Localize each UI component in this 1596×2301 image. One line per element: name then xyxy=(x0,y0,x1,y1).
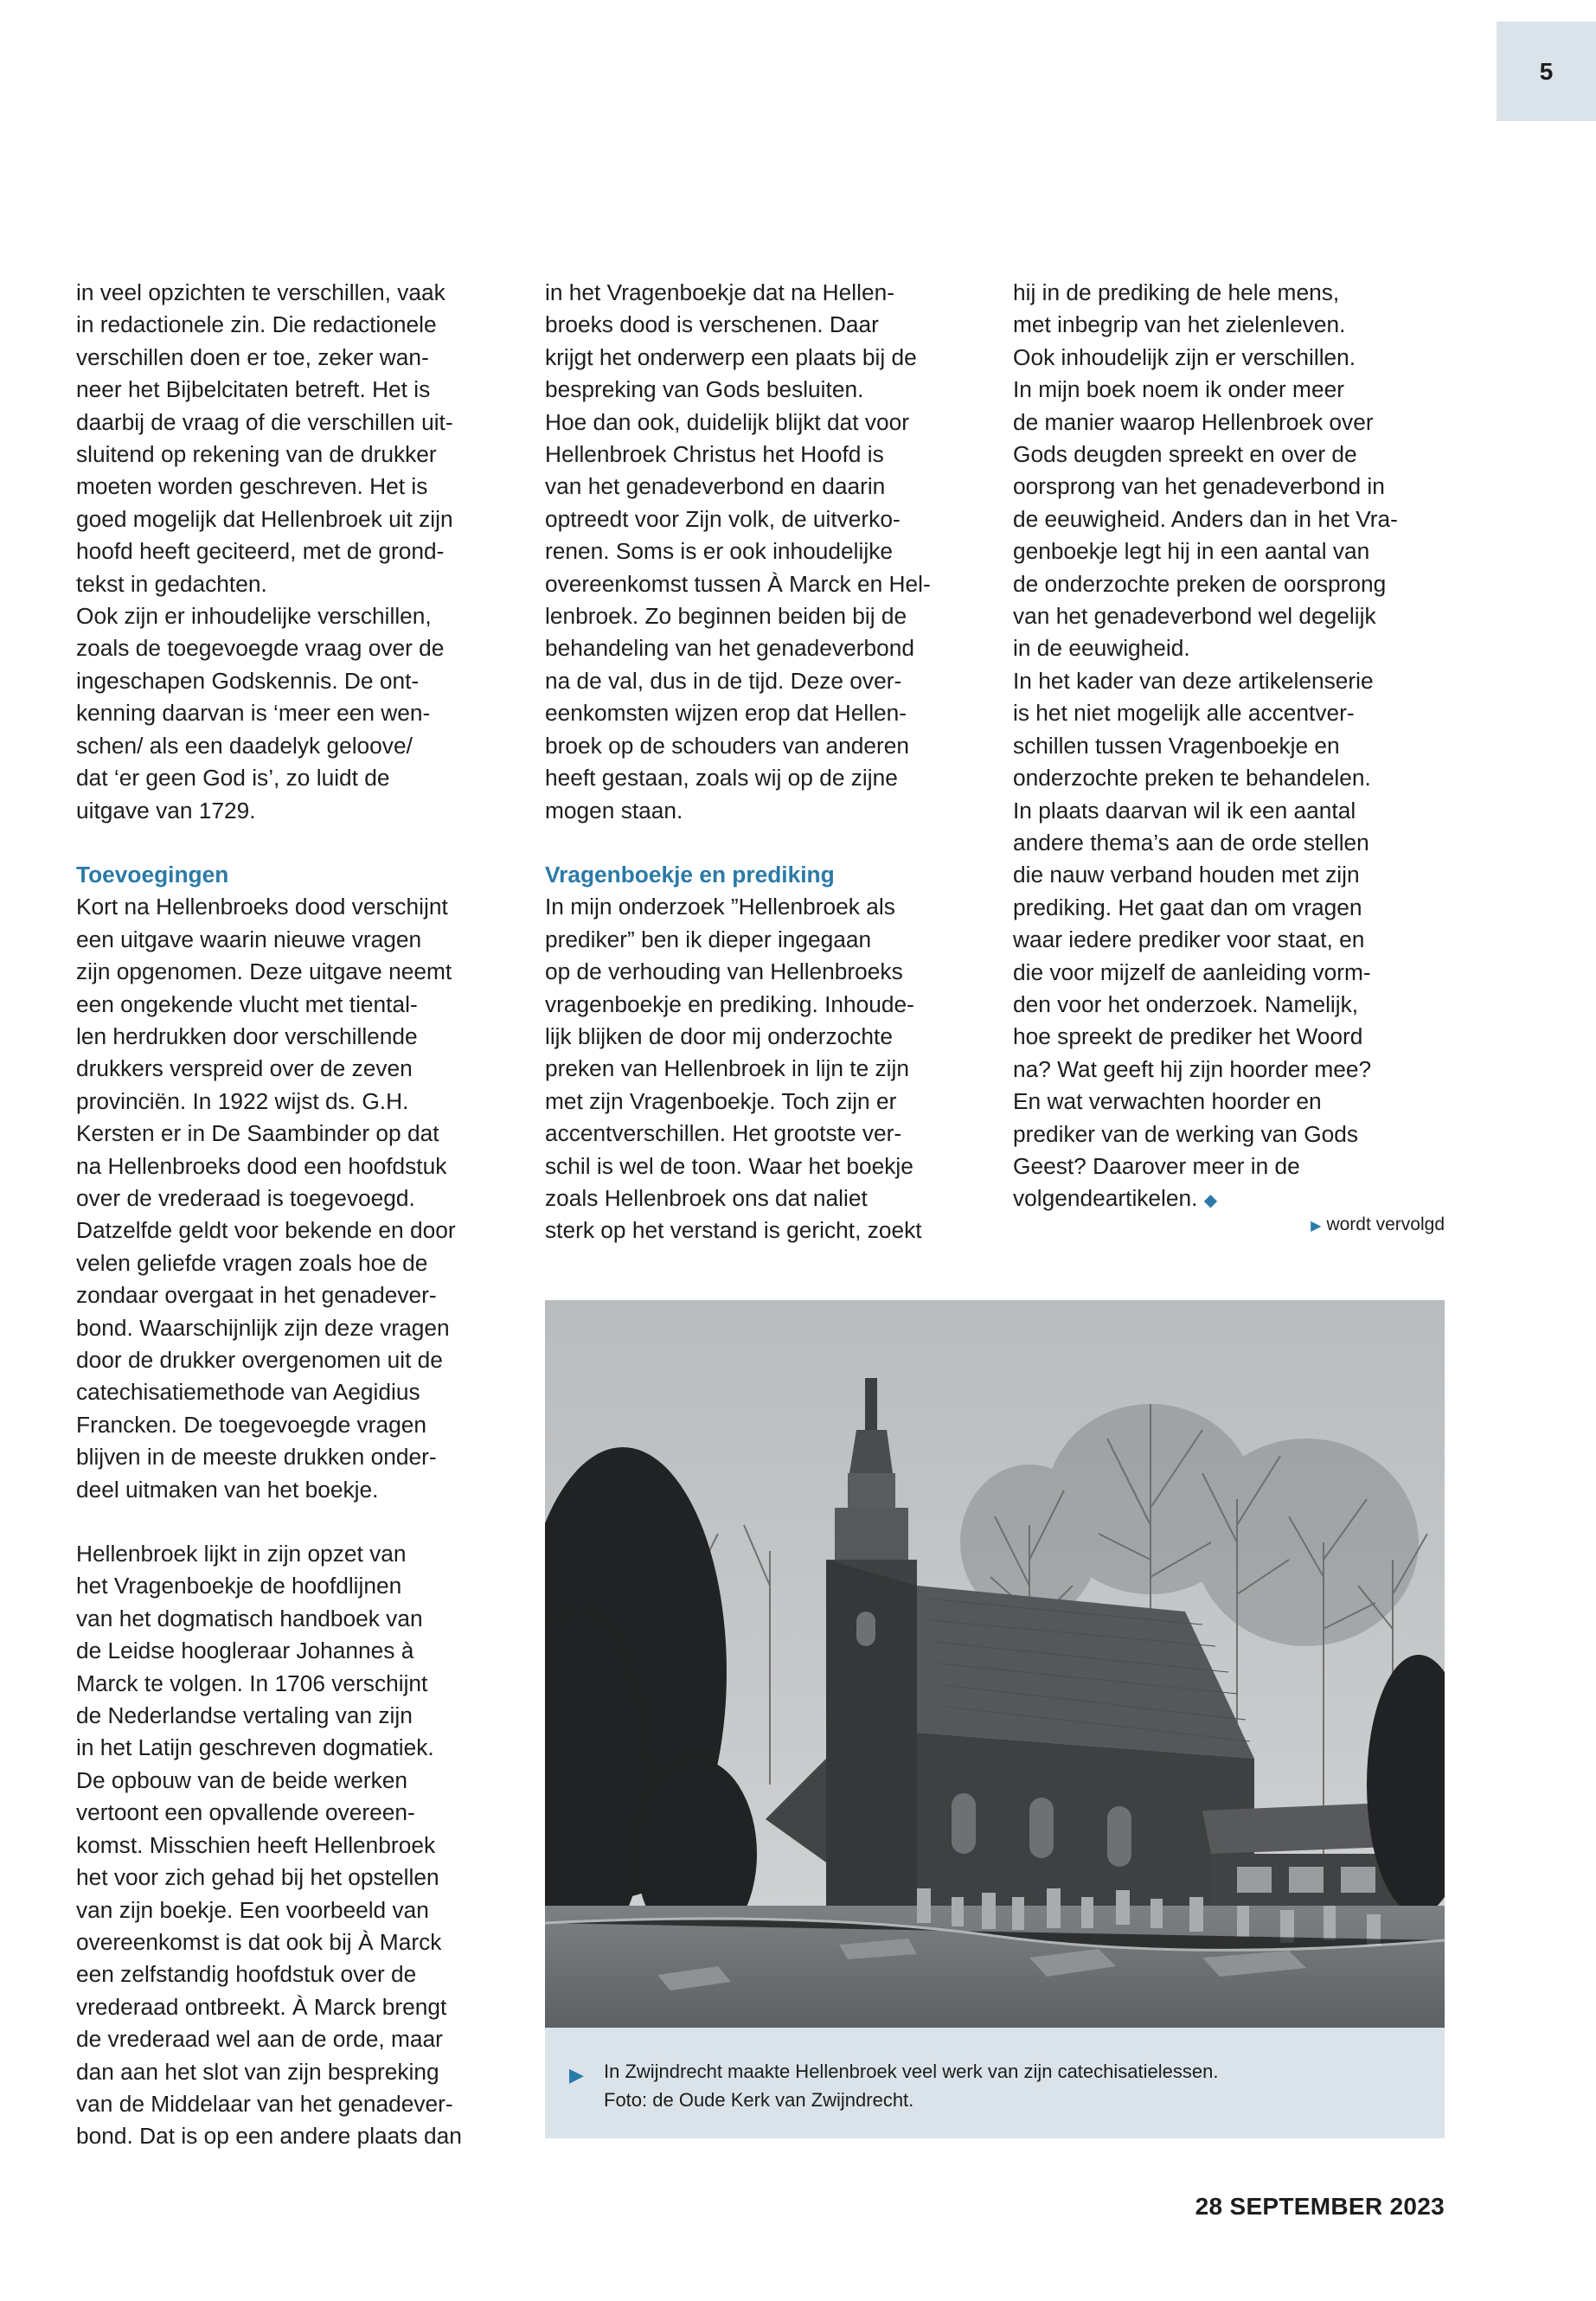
text-line: tekst in gedachten. xyxy=(76,570,267,597)
text-line: zoals Hellenbroek ons dat naliet xyxy=(545,1184,868,1211)
text-line: dan aan het slot van zijn bespreking xyxy=(76,2058,439,2085)
text-line: preken van Hellenbroek in lijn te zijn xyxy=(545,1055,909,1082)
text-line: accentverschillen. Het grootste ver- xyxy=(545,1120,902,1147)
text-line: door de drukker overgenomen uit de xyxy=(76,1347,443,1373)
text-line: behandeling van het genadeverbond xyxy=(545,635,914,662)
text-line: vertoont een opvallende overeen- xyxy=(76,1799,415,1826)
text-line: de Nederlandse vertaling van zijn xyxy=(76,1702,413,1729)
text-line: sterk op het verstand is gericht, zoekt xyxy=(545,1217,922,1244)
text-line: daarbij de vraag of die verschillen uit- xyxy=(76,408,453,435)
text-line: lijk blijken de door mij onderzochte xyxy=(545,1022,893,1049)
text-line: waar iedere prediker voor staat, en xyxy=(1013,926,1365,953)
text-line: van de Middelaar van het genadever- xyxy=(76,2090,453,2117)
church-photo xyxy=(545,1300,1445,2028)
end-of-article-icon: ◆ xyxy=(1203,1191,1218,1211)
text-line: een uitgave waarin nieuwe vragen xyxy=(76,926,422,952)
text-line: oorsprong van het genadeverbond in xyxy=(1013,473,1385,500)
text-line: Gods deugden spreekt en over de xyxy=(1013,441,1357,468)
text-line: optreedt voor Zijn volk, de uitverko- xyxy=(545,505,901,532)
text-line: Ook inhoudelijk zijn er verschillen. xyxy=(1013,343,1356,370)
text-line: uitgave van 1729. xyxy=(76,797,256,824)
last-line: artikelen. xyxy=(1105,1185,1198,1212)
paragraph xyxy=(1013,342,1450,665)
text-line: schillen tussen Vragenboekje en xyxy=(1013,732,1340,759)
text-line: schil is wel de toon. Waar het boekje xyxy=(545,1152,913,1179)
text-line: van het genadeverbond wel degelijk xyxy=(1013,603,1376,630)
text-line: een zelfstandig hoofdstuk over de xyxy=(76,1961,417,1988)
text-line: de Leidse hoogleraar Johannes à xyxy=(76,1638,414,1664)
text-line: In mijn boek noem ik onder meer xyxy=(1013,376,1344,403)
text-line: in veel opzichten te verschillen, vaak xyxy=(76,279,445,305)
caption-line: In Zwijndrecht maakte Hellenbroek veel werk van zijn catechisatielessen. xyxy=(604,2061,1219,2082)
text-line: andere thema’s aan de orde stellen xyxy=(1013,829,1369,856)
text-line: genboekje legt hij in een aantal van xyxy=(1013,538,1370,565)
text-line: Francken. De toegevoegde vragen xyxy=(76,1411,426,1438)
text-line: In het kader van deze artikelenserie xyxy=(1013,667,1374,694)
text-line: de manier waarop Hellenbroek over xyxy=(1013,408,1374,435)
text-line: schen/ als een daadelyk geloove/ xyxy=(76,732,413,759)
text-line: de vrederaad wel aan de orde, maar xyxy=(76,2026,443,2053)
text-line: broek op de schouders van anderen xyxy=(545,732,910,759)
text-line: zoals de toegevoegde vraag over de xyxy=(76,635,445,662)
text-line: den voor het onderzoek. Namelijk, xyxy=(1013,990,1359,1017)
paragraph xyxy=(76,277,513,600)
text-line: dat ‘er geen God is’, zo luidt de xyxy=(76,765,390,792)
text-line: overeenkomst is dat ook bij À Marck xyxy=(76,1928,442,1955)
section-heading-toevoegingen: Toevoegingen xyxy=(76,861,229,888)
text-line: overeenkomst tussen À Marck en Hel- xyxy=(545,570,931,597)
text-line: Kort na Hellenbroeks dood verschijnt xyxy=(76,894,448,920)
text-line: Datzelfde geldt voor bekende en door xyxy=(76,1217,456,1244)
text-line: vragenboekje en prediking. Inhoude- xyxy=(545,990,914,1017)
text-line: De opbouw van de beide werken xyxy=(76,1766,408,1793)
text-line: bond. Waarschijnlijk zijn deze vragen xyxy=(76,1314,450,1341)
text-line: broeks dood is verschenen. Daar xyxy=(545,311,879,338)
page-number-tab xyxy=(1497,22,1596,121)
text-line: sluitend op rekening van de drukker xyxy=(76,441,437,468)
issue-date: 28 SEPTEMBER 2023 xyxy=(1195,2193,1445,2220)
paragraph xyxy=(1013,277,1450,342)
paragraph xyxy=(545,277,982,407)
text-line: In plaats daarvan wil ik een aantal xyxy=(1013,797,1356,824)
text-line: met inbegrip van het zielenleven. xyxy=(1013,311,1346,338)
text-line: En wat verwachten hoorder en xyxy=(1013,1088,1322,1115)
text-line: Hellenbroek Christus het Hoofd is xyxy=(545,441,884,468)
text-line: die voor mijzelf de aanleiding vorm- xyxy=(1013,958,1371,985)
caption-credit: Foto: de Oude Kerk van Zwijndrecht. xyxy=(604,2089,914,2111)
text-line: Marck te volgen. In 1706 verschijnt xyxy=(76,1670,428,1696)
text-line: het voor zich gehad bij het opstellen xyxy=(76,1864,439,1891)
text-line: neer het Bijbelcitaten betreft. Het is xyxy=(76,376,431,403)
text-line: lenbroek. Zo beginnen beiden bij de xyxy=(545,603,907,630)
text-line: zijn opgenomen. Deze uitgave neemt xyxy=(76,958,452,985)
text-line: hij in de prediking de hele mens, xyxy=(1013,279,1340,305)
text-line: deel uitmaken van het boekje. xyxy=(76,1476,379,1503)
text-line: komst. Misschien heeft Hellenbroek xyxy=(76,1831,436,1858)
text-line: na Hellenbroeks dood een hoofdstuk xyxy=(76,1152,447,1179)
text-line: len herdrukken door verschillende xyxy=(76,1022,418,1049)
text-line: van het genadeverbond en daarin xyxy=(545,473,886,500)
text-line: velen geliefde vragen zoals hoe de xyxy=(76,1249,428,1276)
paragraph xyxy=(1013,795,1450,1218)
text-line: de eeuwigheid. Anders dan in het Vra- xyxy=(1013,505,1398,532)
text-line: hoofd heeft geciteerd, met de grond- xyxy=(76,538,445,565)
paragraph xyxy=(76,891,513,1506)
paragraph xyxy=(545,407,982,827)
text-line: van het dogmatisch handboek van xyxy=(76,1605,423,1631)
text-line: in redactionele zin. Die redactionele xyxy=(76,311,437,338)
text-line: Hellenbroek lijkt in zijn opzet van xyxy=(76,1541,407,1567)
text-line: ingeschapen Godskennis. De ont- xyxy=(76,667,420,694)
paragraph xyxy=(545,891,982,1247)
text-line: de onderzochte preken de oorsprong xyxy=(1013,570,1387,597)
text-line: die nauw verband houden met zijn xyxy=(1013,862,1360,888)
play-arrow-icon: ▶ xyxy=(569,2064,584,2086)
article-column-3 xyxy=(1013,277,1450,1218)
section-heading-vragenboekje-en-prediking: Vragenboekje en prediking xyxy=(545,861,835,888)
text-line: In mijn onderzoek ”Hellenbroek als xyxy=(545,894,895,920)
text-line: in de eeuwigheid. xyxy=(1013,635,1190,662)
article-column-2 xyxy=(545,277,982,1247)
paragraph-lines xyxy=(1013,798,1371,1212)
text-line: Ook zijn er inhoudelijke verschillen, xyxy=(76,603,432,630)
text-line: renen. Soms is er ook inhoudelijke xyxy=(545,538,893,565)
text-line: Geest? Daarover meer in de volgende xyxy=(1013,1152,1300,1212)
text-line: over de vrederaad is toegevoegd. xyxy=(76,1184,415,1211)
continued-note xyxy=(1298,1215,1445,1235)
text-line: vrederaad ontbreekt. À Marck brengt xyxy=(76,1993,447,2020)
text-line: moeten worden geschreven. Het is xyxy=(76,473,428,500)
paragraph xyxy=(76,600,513,827)
text-line: verschillen doen er toe, zeker wan- xyxy=(76,343,429,370)
text-line: Hoe dan ook, duidelijk blijkt dat voor xyxy=(545,408,909,435)
text-line: bond. Dat is op een andere plaats dan xyxy=(76,2123,462,2150)
text-line: krijgt het onderwerp een plaats bij de xyxy=(545,343,917,370)
text-line: hoe spreekt de prediker het Woord xyxy=(1013,1023,1363,1050)
continued-label: wordt vervolgd xyxy=(1326,1215,1445,1234)
text-line: prediker” ben ik dieper ingegaan xyxy=(545,926,872,952)
text-line: is het niet mogelijk alle accentver- xyxy=(1013,700,1355,727)
text-line: na de val, dus in de tijd. Deze over- xyxy=(545,667,902,694)
text-line: provinciën. In 1922 wijst ds. G.H. xyxy=(76,1087,409,1114)
text-line: prediking. Het gaat dan om vragen xyxy=(1013,894,1362,920)
text-line: blijven in de meeste drukken onder- xyxy=(76,1444,437,1471)
text-line: in het Vragenboekje dat na Hellen- xyxy=(545,279,894,305)
text-line: op de verhouding van Hellenbroeks xyxy=(545,958,903,985)
text-line: onderzochte preken te behandelen. xyxy=(1013,765,1371,792)
text-line: zondaar overgaat in het genadever- xyxy=(76,1282,437,1309)
text-line: goed mogelijk dat Hellenbroek uit zijn xyxy=(76,505,453,532)
text-line: het Vragenboekje de hoofdlijnen xyxy=(76,1573,402,1599)
play-arrow-icon: ▶ xyxy=(1311,1219,1322,1234)
paragraph xyxy=(76,1538,513,2153)
text-line: bespreking van Gods besluiten. xyxy=(545,376,864,403)
text-line: drukkers verspreid over de zeven xyxy=(76,1055,413,1082)
text-line: mogen staan. xyxy=(545,797,683,824)
text-line: na? Wat geeft hij zijn hoorder mee? xyxy=(1013,1055,1372,1082)
text-line: Kersten er in De Saambinder op dat xyxy=(76,1120,439,1147)
text-line: prediker van de werking van Gods xyxy=(1013,1120,1359,1147)
text-line: eenkomsten wijzen erop dat Hellen- xyxy=(545,700,907,727)
article-column-1 xyxy=(76,277,513,2153)
church-photo-illustration xyxy=(545,1300,1445,2028)
photo-caption xyxy=(545,2028,1445,2138)
text-line: met zijn Vragenboekje. Toch zijn er xyxy=(545,1087,897,1114)
text-line: van zijn boekje. Een voorbeeld van xyxy=(76,1896,429,1923)
text-line: in het Latijn geschreven dogmatiek. xyxy=(76,1734,434,1761)
paragraph xyxy=(1013,665,1450,795)
page-number: 5 xyxy=(1539,57,1554,85)
text-line: een ongekende vlucht met tiental- xyxy=(76,990,418,1017)
text-line: catechisatiemethode van Aegidius xyxy=(76,1379,420,1406)
text-line: kenning daarvan is ‘meer een wen- xyxy=(76,700,431,727)
text-line: heeft gestaan, zoals wij op de zijne xyxy=(545,765,898,792)
